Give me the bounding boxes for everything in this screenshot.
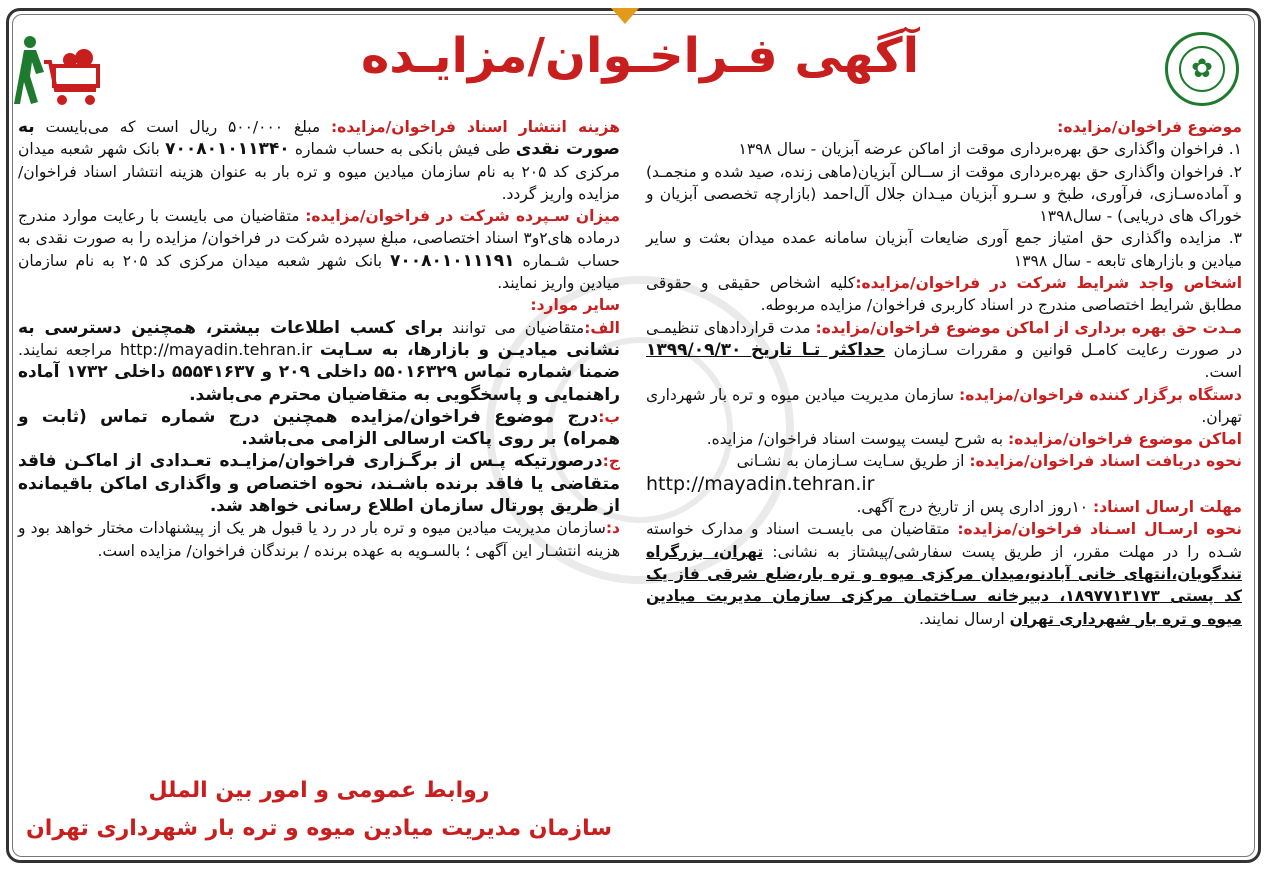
deadline-heading: مهلت ارسال اسناد: [1093,498,1242,517]
right-column [646,116,1242,630]
alef-text-2: مراجعه نمایند. [18,340,113,359]
subject-item-2: ۲. فراخوان واگذاری حق بهره‌برداری موقت از ســالن آبزیان(ماهی زنده، صید شده و منجمـد) و آماده‌سـازی، فرآوری، طبخ و سـرو آبزیان میـدان جلال آل‌احمد (بازارچه تخصصی آبزیان و خوراک های دریایی) - سال۱۳۹۸ [646,162,1242,226]
subject-item-1: ۱. فراخوان واگذاری حق بهره‌برداری موقت از اماکن عرضه آبزیان - سال ۱۳۹۸ [738,140,1242,159]
footer-line-2: سازمان مدیریت میادین میوه و تره بار شهرداری تهران [26,816,612,841]
jim-text: درصورتیکه پـس از برگـزاری فراخوان/مزایـده تعـدادی از اماکـن فاقد متقاضی یا فاقد برنده باشـند، نحوه اختصاص و واگذاری اماکن باقیمانده از طریق پورتال سازمان اطلاع رسانی خواهد شد. [18,451,620,517]
footer-signature [18,772,620,848]
eligible-heading: اشخاص واجد شرایط شرکت در فراخوان/مزایده: [855,274,1243,293]
receive-text: از طریق سـایت سـازمان به نشـانی [736,452,965,471]
page-title: آگهی فـراخـوان/مزایـده [360,28,920,84]
item-alef [18,317,620,406]
shopping-cart-icon [14,32,104,110]
organizer-heading: دستگاه برگزار کننده فراخوان/مزایده: [959,385,1242,404]
send-section [646,518,1242,629]
duration-deadline: حداکثر تـا تاریخ ۱۳۹۹/۰۹/۳۰ [646,339,886,360]
duration-heading: مـدت حق بهره برداری از اماکن موضوع فراخوان/مزایده: [815,318,1242,337]
places-heading: اماکن موضوع فراخوان/مزایده: [1008,430,1242,449]
footer-line-1: روابط عمومی و امور بین الملل [148,778,490,803]
deposit-heading: میزان سـپرده شرکت در فراخوان/مزایده: [305,207,620,226]
item-dal [18,517,620,562]
duration-end: است. [1204,363,1242,382]
alef-link[interactable]: http://mayadin.tehran.ir [119,339,313,359]
alef-label: الف: [584,318,620,337]
cost-text-1: مبلغ ۵۰۰/۰۰۰ ریال است که می‌بایست [45,118,321,136]
other-heading: سایر موارد: [530,296,620,315]
organizer-text: سازمان مدیریت میادین میوه و تره بار شهرداری تهران. [646,385,1242,426]
cost-account-number: ۷۰۰۸۰۱۰۱۱۳۴۰ [165,139,290,160]
deposit-account-number: ۷۰۰۸۰۱۰۱۱۱۹۱ [390,250,515,271]
item-jim [18,450,620,517]
tehran-municipality-logo-icon: ✿ [1165,32,1239,106]
cost-heading: هزینه انتشار اسناد فراخوان/مزایده: [330,118,620,136]
jim-label: ج: [602,452,620,471]
dal-text: سازمان مدیریت میادین میوه و تره بار در رد یا قبول هر یک از پیشنهادات مختار خواهد بود و هزینه انتشـار این آگهی ؛ بالسـویه به عهده برنده / برندگان فراخوان/ مزایده است. [18,519,620,560]
places-text: به شرح لیست پیوست اسناد فراخوان/ مزایده. [706,430,1004,449]
alef-contact: ضمنا شماره تماس ۵۵۰۱۶۳۲۹ داخلی ۲۰۹ و ۵۵۵۴۱۶۳۷ داخلی ۱۷۳۲ آماده راهنمایی و پاسخگویی به متقاضیان محترم می‌باشد. [18,362,621,405]
deposit-text-2: بانک شهر شعبه میدان مرکزی کد ۲۰۵ به نام سازمان میادین واریز نمایند. [18,251,620,293]
deposit-section [18,205,620,294]
send-end: ارسال نمایند. [918,609,1005,628]
be-text: درج موضوع فراخوان/مزایده همچنین درج شماره تماس (ثابت و همراه) بر روی پاکت ارسالی الزامی می‌باشد. [18,406,620,450]
postal-address: تهران، بزرگراه تندگویان،انتهای خانی آبادنو،میدان مرکزی میوه و تره بار،ضلع شرقی فاز یک کد پستی ۱۸۹۷۷۱۳۱۷۳، دبیرخانه سـاختمان مرکزی سازمان مدیریت میادین میوه و تره بار شهرداری تهران [646,542,1242,628]
organizer-section [646,384,1242,429]
send-heading: نحوه ارسـال اسـناد فراخوان/مزایده: [957,520,1242,539]
cost-text-3: بانک شهر شعبه میدان مرکزی کد ۲۰۵ به نام سازمان میادین میوه و تره بار به عنوان هزینه انتشار اسناد فراخوان/ مزایده واریز گردد. [18,140,620,203]
subject-heading: موضوع فراخوان/مزایده: [1057,118,1242,136]
deadline-text: ۱۰روز اداری پس از تاریخ درج آگهی. [856,498,1089,517]
website-link[interactable]: http://mayadin.tehran.ir [646,472,875,495]
cost-section [18,116,620,205]
send-text: متقاضیان می بایسـت اسناد و مدارک خواسته شـده را در مهلت مقرر، از طریق پست سفارشی/پیشتاز به نشانی: [646,520,1242,561]
item-be [18,406,620,451]
receive-section [646,450,1242,472]
eligible-section [646,272,1242,317]
places-section [646,428,1242,450]
deadline-section [646,496,1242,518]
duration-text: مدت قراردادهای تنظیمـی در صورت رعایت کامـل قوانین و مقررات سـازمان [646,318,1242,359]
cost-cash: به صورت نقدی [18,117,620,160]
be-label: ب: [598,407,620,426]
deposit-text-1: متقاضیان می بایست با رعایت موارد مندرج درماده های۲و۳ اسناد اختصاصی، مبلغ سپرده شرکت در فراخوان/ مزایده را به صورت نقدی به حساب شـماره [18,207,620,270]
top-notch-icon [611,8,639,24]
alef-bold: برای کسب اطلاعات بیشتر، همچنین دسترسی به نشانی میادیـن و بازارها، به سـایت [18,317,620,360]
subject-item-3: ۳. مزایده واگذاری حق امتیاز جمع آوری ضایعات آبزیان سامانه عمده میدان بعثت و سایر میادین و بازارهای تابعه - سال ۱۳۹۸ [646,229,1242,270]
alef-text-1: متقاضیان می توانند [452,318,585,337]
receive-heading: نحوه دریافت اسناد فراخوان/مزایده: [969,452,1242,471]
left-column [18,116,620,562]
duration-section [646,317,1242,384]
dal-label: د: [605,519,620,538]
eligible-text: کلیه اشخاص حقیقی و حقوقی مطابق شرایط اختصاصی مندرج در اسناد کاربری فراخوان/ مزایده مربوطه. [646,274,1242,315]
cost-text-2: طی فیش بانکی به حساب شماره [294,140,511,159]
